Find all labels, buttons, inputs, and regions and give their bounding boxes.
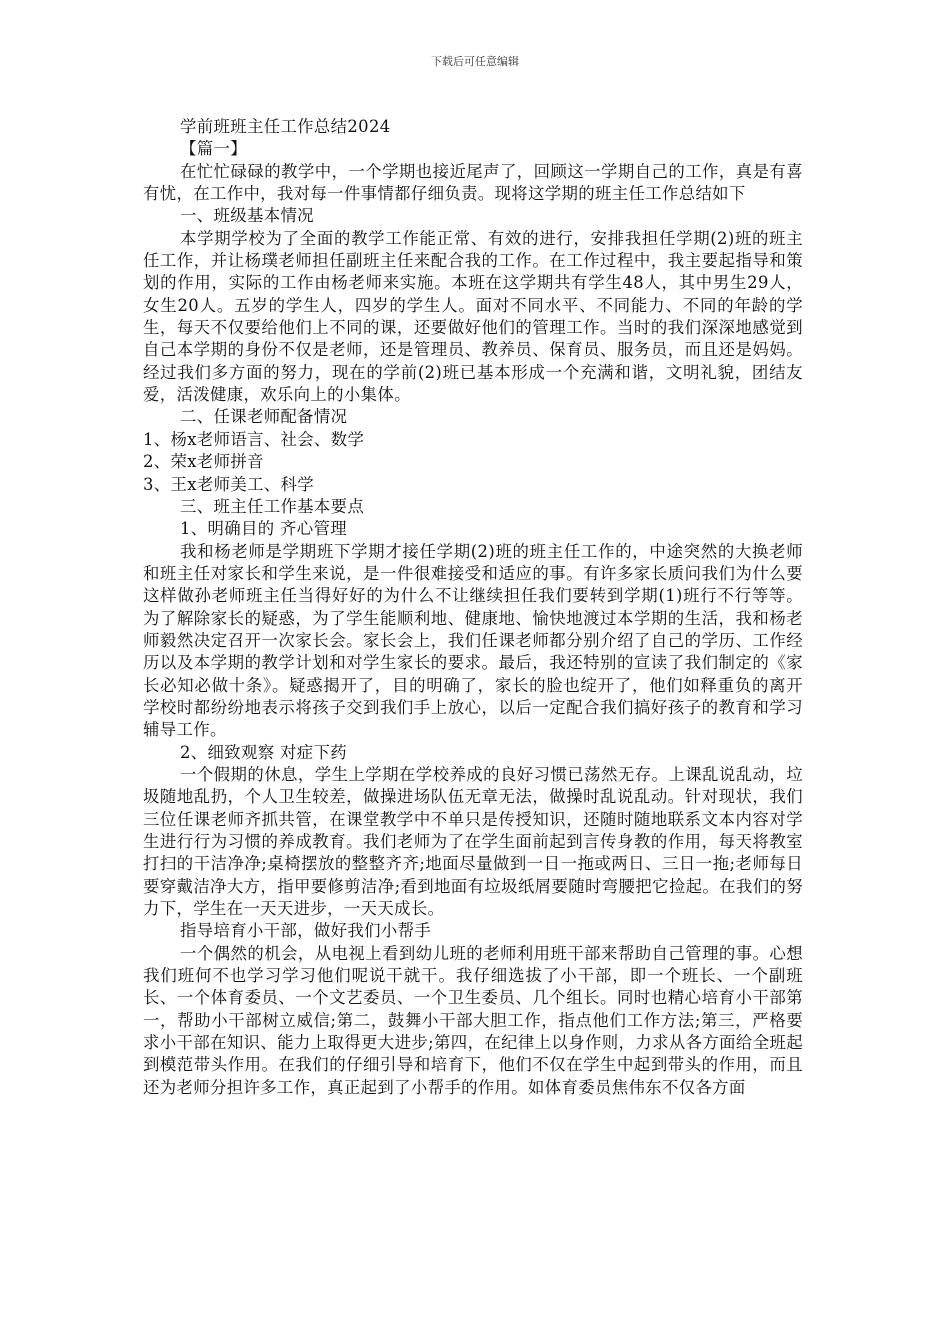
- paragraph: 一个假期的休息，学生上学期在学校养成的良好习惯已荡然无存。上课乱说乱动，垃圾随地乱扔，个人卫生较差，做操进场队伍无章无法，做操时乱说乱动。针对现状，我们三位任课老师齐抓共管，在课堂教学中不单只是传授知识，还随时随地联系文本内容对学生进行行为习惯的养成教育。我们老师为了在学生面前起到言传身教的作用，每天将教室打扫的干洁净净;桌椅摆放的整整齐齐;地面尽量做到一日一拖或两日、三日一拖;老师每日要穿戴洁净大方，指甲要修剪洁净;看到地面有垃圾纸屑要随时弯腰把它捡起。在我们的努力下，学生在一天天进步，一天天成长。: [143, 764, 803, 919]
- paragraph: 1、明确目的 齐心管理: [180, 519, 348, 539]
- document-body: [143, 116, 803, 1099]
- paragraph: 本学期学校为了全面的教学工作能正常、有效的进行，安排我担任学期(2)班的班主任工作，并让杨璞老师担任副班主任来配合我的工作。在工作过程中，我主要起指导和策划的作用，实际的工作由杨老师来实施。本班在这学期共有学生48人，其中男生29人，女生20人。五岁的学生人，四岁的学生人。面对不同水平、不同能力、不同的年龄的学生，每天不仅要给他们上不同的课，还要做好他们的管理工作。当时的我们深深地感觉到自己本学期的身份不仅是老师，还是管理员、教养员、保育员、服务员，而且还是妈妈。经过我们多方面的努力，现在的学前(2)班已基本形成一个充满和谐，文明礼貌，团结友爱，活泼健康，欢乐向上的小集体。: [143, 228, 803, 405]
- page-header: 下载后可任意编辑: [431, 55, 519, 68]
- document-title: 学前班班主任工作总结2024: [180, 117, 391, 136]
- paragraph: 2、荣x老师拼音: [143, 452, 264, 472]
- paragraph: 3、王x老师美工、科学: [143, 474, 315, 494]
- paragraph: 二、任课老师配备情况: [180, 407, 348, 427]
- paragraph: 三、班主任工作基本要点: [180, 496, 365, 516]
- paragraph: 我和杨老师是学期班下学期才接任学期(2)班的班主任工作的，中途突然的大换老师和班主任对家长和学生来说，是一件很难接受和适应的事。有许多家长质问我们为什么要这样做孙老师班主任当得好好的为什么不让继续担任我们要转到学期(1)班行不行等等。为了解除家长的疑惑，为了学生能顺利地、健康地、愉快地渡过本学期的生活，我和杨老师毅然决定召开一次家长会。家长会上，我们任课老师都分别介绍了自己的学历、工作经历以及本学期的教学计划和对学生家长的要求。最后，我还特别的宣读了我们制定的《家长必知必做十条》。疑惑揭开了，目的明确了，家长的脸也绽开了，他们如释重负的离开学校时都纷纷地表示将孩子交到我们手上放心，以后一定配合我们搞好孩子的教育和学习辅导工作。: [143, 541, 803, 740]
- paragraph: 【篇一】: [180, 139, 247, 159]
- paragraph: 一个偶然的机会，从电视上看到幼儿班的老师利用班干部来帮助自己管理的事。心想我们班何不也学习学习他们呢说干就干。我仔细选拔了小干部，即一个班长、一个副班长、一个体育委员、一个文艺委员、一个卫生委员、几个组长。同时也精心培育小干部第一，帮助小干部树立威信;第二，鼓舞小干部大胆工作，指点他们工作方法;第三，严格要求小干部在知识、能力上取得更大进步;第四，在纪律上以身作则，力求从各方面给全班起到模范带头作用。在我们的仔细引导和培育下，他们不仅在学生中起到带头的作用，而且还为老师分担许多工作，真正起到了小帮手的作用。如体育委员焦伟东不仅各方面: [143, 943, 803, 1097]
- paragraph: 一、班级基本情况: [180, 206, 314, 226]
- paragraph: 2、细致观察 对症下药: [180, 742, 348, 762]
- paragraph: 在忙忙碌碌的教学中，一个学期也接近尾声了，回顾这一学期自己的工作，真是有喜有忧，在工作中，我对每一件事情都仔细负责。现将这学期的班主任工作总结如下: [143, 161, 803, 204]
- paragraph: 指导培育小干部，做好我们小帮手: [180, 921, 432, 941]
- paragraph: 1、杨x老师语言、社会、数学: [143, 429, 365, 449]
